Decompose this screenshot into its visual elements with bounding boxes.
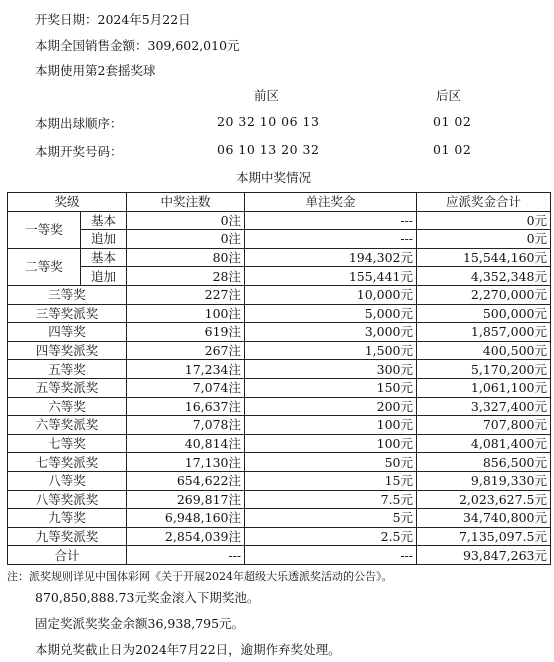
prize-level: 八等奖 [8, 471, 127, 490]
prize-table [7, 192, 551, 565]
total-label: 合计 [8, 546, 127, 565]
table-header-row [8, 193, 551, 212]
single-prize: 194,302元 [245, 248, 417, 267]
total-row [8, 546, 551, 565]
table-row [8, 490, 551, 509]
total-prize: 2,023,627.5元 [417, 490, 551, 509]
prize-level: 九等奖 [8, 509, 127, 528]
table-row [8, 416, 551, 435]
front-area-label: 前区 [254, 88, 280, 103]
bonus-remaining-note: 固定奖派奖奖金余额36,938,795元。 [35, 616, 245, 631]
winner-count: 0注 [127, 230, 245, 249]
total-single: --- [245, 546, 417, 565]
single-prize: 3,000元 [245, 323, 417, 342]
table-row [8, 211, 551, 230]
single-prize: 2.5元 [245, 527, 417, 546]
col-header-level: 奖级 [8, 193, 127, 212]
back-area-label: 后区 [436, 88, 462, 103]
winner-count: 619注 [127, 323, 245, 342]
winning-numbers-front: 06 10 13 20 32 [217, 142, 320, 157]
prize-level: 六等奖派奖 [8, 416, 127, 435]
prize-level: 九等奖派奖 [8, 527, 127, 546]
winner-count: 17,130注 [127, 453, 245, 472]
table-row [8, 304, 551, 323]
single-prize: --- [245, 211, 417, 230]
sales-amount: 本期全国销售金额：309,602,010元 [35, 38, 240, 53]
table-row [8, 285, 551, 304]
table-row [8, 230, 551, 249]
winner-count: 269,817注 [127, 490, 245, 509]
total-prize: 500,000元 [417, 304, 551, 323]
table-row [8, 471, 551, 490]
total-prize: 856,500元 [417, 453, 551, 472]
col-header-total: 应派奖金合计 [417, 193, 551, 212]
prize-sub: 基本 [81, 248, 127, 267]
prize-level: 七等奖 [8, 434, 127, 453]
table-row [8, 434, 551, 453]
footnote: 注：派奖规则详见中国体彩网《关于开展2024年超级大乐透派奖活动的公告》。 [7, 570, 393, 583]
single-prize: 155,441元 [245, 267, 417, 286]
draw-order-front: 20 32 10 06 13 [217, 114, 320, 129]
total-prize: 4,081,400元 [417, 434, 551, 453]
winner-count: 2,854,039注 [127, 527, 245, 546]
single-prize: --- [245, 230, 417, 249]
winner-count: 16,637注 [127, 397, 245, 416]
prize-level: 六等奖 [8, 397, 127, 416]
winning-numbers-label: 本期开奖号码： [35, 144, 123, 159]
winner-count: 654,622注 [127, 471, 245, 490]
single-prize: 1,500元 [245, 341, 417, 360]
total-prize: 1,857,000元 [417, 323, 551, 342]
table-row [8, 267, 551, 286]
total-prize: 2,270,000元 [417, 285, 551, 304]
table-row [8, 248, 551, 267]
single-prize: 5元 [245, 509, 417, 528]
table-row [8, 397, 551, 416]
total-prize: 7,135,097.5元 [417, 527, 551, 546]
table-row [8, 323, 551, 342]
prize-level: 三等奖派奖 [8, 304, 127, 323]
winner-count: 28注 [127, 267, 245, 286]
single-prize: 50元 [245, 453, 417, 472]
ball-set: 本期使用第2套摇奖球 [35, 63, 156, 78]
total-prize: 707,800元 [417, 416, 551, 435]
total-prize: 15,544,160元 [417, 248, 551, 267]
winner-count: 6,948,160注 [127, 509, 245, 528]
winner-count: 40,814注 [127, 434, 245, 453]
prize-level: 八等奖派奖 [8, 490, 127, 509]
table-title: 本期中奖情况 [236, 170, 312, 185]
prize-sub: 追加 [81, 230, 127, 249]
prize-level: 五等奖派奖 [8, 378, 127, 397]
prize-level: 四等奖 [8, 323, 127, 342]
total-prize: 400,500元 [417, 341, 551, 360]
draw-order-label: 本期出球顺序： [35, 116, 123, 131]
col-header-count: 中奖注数 [127, 193, 245, 212]
prize-sub: 基本 [81, 211, 127, 230]
total-prize: 3,327,400元 [417, 397, 551, 416]
winner-count: 7,078注 [127, 416, 245, 435]
single-prize: 200元 [245, 397, 417, 416]
prize-level: 七等奖派奖 [8, 453, 127, 472]
col-header-single: 单注奖金 [245, 193, 417, 212]
single-prize: 100元 [245, 416, 417, 435]
prize-sub: 追加 [81, 267, 127, 286]
single-prize: 100元 [245, 434, 417, 453]
winning-numbers-back: 01 02 [433, 142, 472, 157]
table-row [8, 378, 551, 397]
total-prize: 9,819,330元 [417, 471, 551, 490]
deadline-note: 本期兑奖截止日为2024年7月22日，逾期作弃奖处理。 [35, 642, 341, 657]
single-prize: 10,000元 [245, 285, 417, 304]
total-prize: 5,170,200元 [417, 360, 551, 379]
single-prize: 150元 [245, 378, 417, 397]
total-prize: 4,352,348元 [417, 267, 551, 286]
prize-level: 四等奖派奖 [8, 341, 127, 360]
prize-level: 三等奖 [8, 285, 127, 304]
winner-count: 17,234注 [127, 360, 245, 379]
winner-count: 267注 [127, 341, 245, 360]
winner-count: 0注 [127, 211, 245, 230]
winner-count: 227注 [127, 285, 245, 304]
total-prize: 0元 [417, 211, 551, 230]
draw-date: 开奖日期：2024年5月22日 [35, 12, 191, 27]
table-row [8, 341, 551, 360]
winner-count: 7,074注 [127, 378, 245, 397]
grand-total: 93,847,263元 [417, 546, 551, 565]
total-prize: 34,740,800元 [417, 509, 551, 528]
table-row [8, 360, 551, 379]
total-prize: 1,061,100元 [417, 378, 551, 397]
rollover-note: 870,850,888.73元奖金滚入下期奖池。 [35, 590, 260, 605]
prize-level: 二等奖 [8, 248, 81, 285]
winner-count: 100注 [127, 304, 245, 323]
total-prize: 0元 [417, 230, 551, 249]
draw-order-back: 01 02 [433, 114, 472, 129]
table-row [8, 527, 551, 546]
winner-count: 80注 [127, 248, 245, 267]
single-prize: 300元 [245, 360, 417, 379]
total-count: --- [127, 546, 245, 565]
single-prize: 7.5元 [245, 490, 417, 509]
table-row [8, 453, 551, 472]
single-prize: 15元 [245, 471, 417, 490]
prize-level: 五等奖 [8, 360, 127, 379]
prize-level: 一等奖 [8, 211, 81, 248]
single-prize: 5,000元 [245, 304, 417, 323]
table-row [8, 509, 551, 528]
